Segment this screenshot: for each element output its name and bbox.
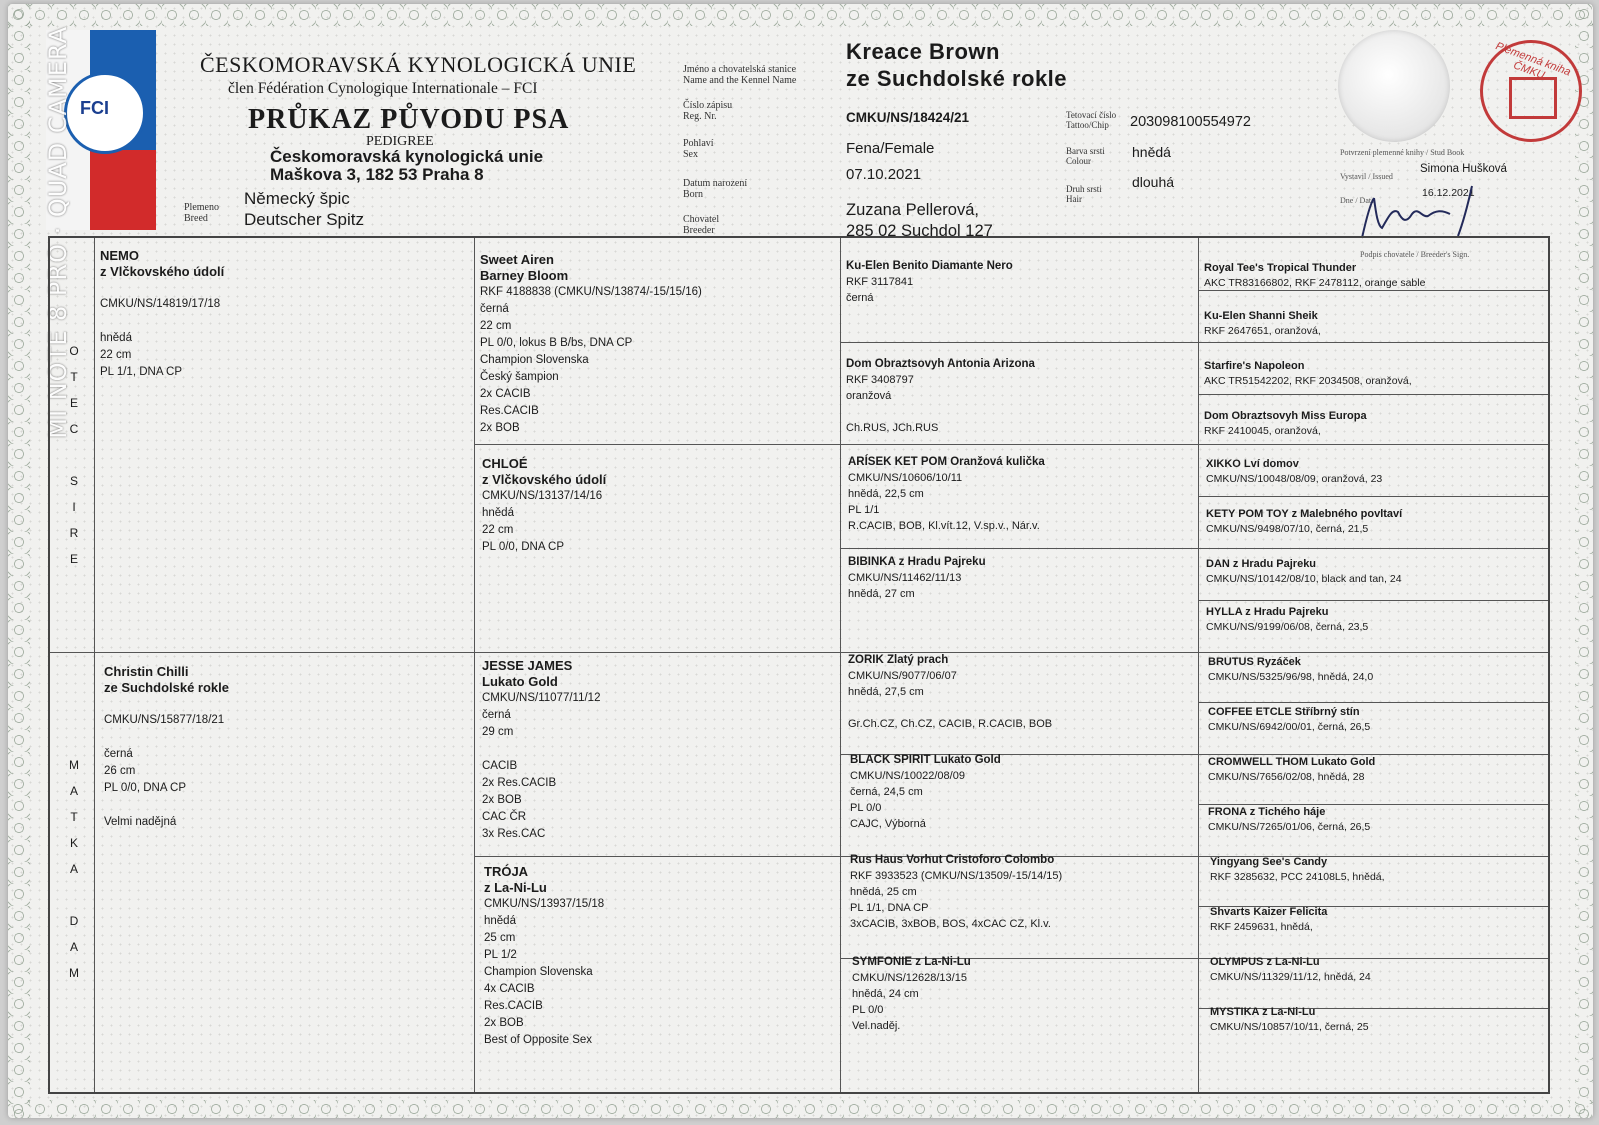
ancestor-detail: 3xCACIB, 3xBOB, BOS, 4xCAC CZ, Kl.v. <box>850 918 1051 930</box>
ancestor-detail: CMKU/NS/6942/00/01, černá, 26,5 <box>1208 721 1371 733</box>
breeder-address: 285 02 Suchdol 127 <box>846 222 993 240</box>
gen3-entry <box>850 852 1195 932</box>
breeder-name: Zuzana Pellerová, <box>846 201 979 219</box>
ancestor-detail: CMKU/NS/12628/13/15 <box>852 972 967 984</box>
ancestor-name: TRÓJA <box>484 864 529 879</box>
ancestor-kennel: ze Suchdolské rokle <box>104 680 229 695</box>
ancestor-name: BIBINKA z Hradu Pajreku <box>848 556 986 568</box>
ancestor-detail: CAJC, Výborná <box>850 818 926 830</box>
ancestor-detail: 2x BOB <box>482 794 522 806</box>
breeder-label-en: Breeder <box>683 225 715 236</box>
ancestor-name: CHLOÉ <box>482 456 528 471</box>
ancestor-detail: CMKU/NS/10606/10/11 <box>848 472 963 484</box>
ancestor-detail: černá <box>482 709 511 721</box>
breed-cz: Německý špic <box>244 189 350 208</box>
ancestor-name: Ku-Elen Shanni Sheik <box>1204 310 1318 322</box>
ancestor-detail: RKF 2647651, oranžová, <box>1204 325 1321 337</box>
dam-letter: A <box>69 862 78 876</box>
gen4-entry <box>1204 358 1544 389</box>
grid-line <box>1198 238 1199 1092</box>
issued-label: Vystavil / Issued <box>1340 172 1393 181</box>
ancestor-kennel: z Vlčkovského údolí <box>100 264 225 279</box>
camera-watermark: MI NOTE 8 PRO · QUAD CAMERA <box>44 26 72 439</box>
dam-letter: M <box>69 966 79 980</box>
ancestor-detail: Velmi nadějná <box>104 816 177 828</box>
pedigree-grid <box>48 236 1550 1094</box>
breed-label-en: Breed <box>184 213 208 224</box>
gen4-entry <box>1208 754 1548 785</box>
ancestor-name: DAN z Hradu Pajreku <box>1206 558 1317 570</box>
gen3-entry <box>848 652 1193 732</box>
grid-line <box>94 238 95 1092</box>
hair-label-cz: Druh srsti <box>1066 184 1102 194</box>
ancestor-name: JESSE JAMES <box>482 658 573 673</box>
breed-de: Deutscher Spitz <box>244 210 364 229</box>
grid-line <box>1198 600 1548 601</box>
ancestor-name: Ku-Elen Benito Diamante Nero <box>846 260 1013 272</box>
tattoo-label <box>1066 110 1116 130</box>
grid-line <box>1198 702 1548 703</box>
ancestor-detail: PL 0/0 <box>850 802 882 814</box>
breeder-label-cz: Chovatel <box>683 214 720 225</box>
ancestor-detail: Best of Opposite Sex <box>484 1034 593 1046</box>
breeder-label <box>683 214 719 236</box>
sex-label-cz: Pohlaví <box>683 138 714 149</box>
grid-line <box>840 342 1548 343</box>
dog-name-line1: Kreace Brown <box>846 39 1000 64</box>
ancestor-detail: CMKU/NS/9498/07/10, černá, 21,5 <box>1206 523 1369 535</box>
ancestor-detail: 25 cm <box>484 932 516 944</box>
ancestor-detail: CMKU/NS/10048/08/09, oranžová, 23 <box>1206 473 1383 485</box>
tattoo-label-cz: Tetovací číslo <box>1066 110 1117 120</box>
gen4-entry <box>1206 556 1546 587</box>
ancestor-name: Rus Haus Vorhut Cristoforo Colombo <box>850 854 1055 866</box>
ancestor-detail: CMKU/NS/11329/11/12, hnědá, 24 <box>1210 971 1371 983</box>
ancestor-name: XIKKO Lví domov <box>1206 458 1299 470</box>
dog-name <box>846 38 1067 92</box>
dam-letter: M <box>69 758 79 772</box>
ancestor-detail: 2x CACIB <box>480 388 531 400</box>
stud-book-confirm-label: Potvrzení plemenné knihy / Stud Book <box>1340 148 1465 157</box>
coat-type: dlouhá <box>1132 174 1175 190</box>
sire-letter: T <box>70 370 78 384</box>
registration-number: CMKU/NS/18424/21 <box>846 110 970 125</box>
decorative-border-top <box>8 4 1593 26</box>
ancestor-detail: hnědá, 24 cm <box>852 988 919 1000</box>
reg-label-cz: Číslo zápisu <box>683 100 733 111</box>
ancestor-detail: CMKU/NS/5325/96/98, hnědá, 24,0 <box>1208 671 1374 683</box>
ancestor-detail: 22 cm <box>100 349 132 361</box>
organization-name: ČESKOMORAVSKÁ KYNOLOGICKÁ UNIE <box>200 52 637 77</box>
ancestor-detail: PL 0/0, DNA CP <box>482 541 565 553</box>
grid-line <box>1198 496 1548 497</box>
fci-logo-text: FCI <box>80 98 109 118</box>
ancestor-detail: Gr.Ch.CZ, Ch.CZ, CACIB, R.CACIB, BOB <box>848 718 1053 730</box>
dam-letter: K <box>69 836 78 850</box>
ancestor-detail: 29 cm <box>482 726 514 738</box>
name-label-cz: Jméno a chovatelská stanice <box>683 64 797 75</box>
decorative-border-left <box>8 4 30 1118</box>
gen3-entry <box>846 258 1191 306</box>
colour-label-cz: Barva srsti <box>1066 146 1105 156</box>
reg-label-en: Reg. Nr. <box>683 111 717 122</box>
ancestor-name: Shvarts Kaizer Felicita <box>1210 906 1328 918</box>
dam-letter: D <box>69 914 79 928</box>
gen4-entry <box>1206 506 1546 537</box>
ancestor-detail: Vel.naděj. <box>852 1020 901 1032</box>
ancestor-detail: Champion Slovenska <box>484 966 593 978</box>
birth-date: 07.10.2021 <box>846 166 922 183</box>
ancestor-name: HYLLA z Hradu Pajreku <box>1206 606 1329 618</box>
decorative-border-bottom <box>8 1100 1593 1118</box>
publisher-name: Českomoravská kynologická unie <box>270 147 544 166</box>
born-label-cz: Datum narození <box>683 178 748 189</box>
organization-membership: člen Fédération Cynologique Internationale – FCI <box>228 80 538 97</box>
sire-letter: E <box>69 396 78 410</box>
ancestor-detail: hnědá, 25 cm <box>850 886 917 898</box>
date-label: Dne / Date <box>1340 196 1375 205</box>
ancestor-detail: CAC ČR <box>482 811 527 823</box>
sire-entry <box>100 248 460 381</box>
ancestor-detail: 26 cm <box>104 765 136 777</box>
ancestor-detail: 22 cm <box>482 524 514 536</box>
dog-kennel-name: ze Suchdolské rokle <box>846 66 1068 91</box>
gen4-entry <box>1210 854 1550 885</box>
ancestor-detail: CMKU/NS/14819/17/18 <box>100 298 221 310</box>
gen3-entry <box>848 454 1193 534</box>
gen3-entry <box>852 954 1197 1034</box>
sire-letter: E <box>69 552 78 566</box>
ancestor-detail: CMKU/NS/10142/08/10, black and tan, 24 <box>1206 573 1402 585</box>
gen4-entry <box>1208 804 1548 835</box>
gen4-entry <box>1210 954 1550 985</box>
ancestor-kennel: z La-Ni-Lu <box>484 880 547 895</box>
sex-label-en: Sex <box>683 149 698 160</box>
ancestor-name: KETY POM TOY z Malebného povltaví <box>1206 508 1403 520</box>
coat-colour: hnědá <box>1132 144 1171 160</box>
ancestor-name: MYSTIKA z La-Ni-Lu <box>1210 1006 1316 1018</box>
ancestor-detail: 22 cm <box>480 320 512 332</box>
ancestor-detail: 3x Res.CAC <box>482 828 546 840</box>
ancestor-detail: RKF 2459631, hnědá, <box>1210 921 1313 933</box>
ancestor-detail: PL 1/1, DNA CP <box>850 902 929 914</box>
ancestor-detail: hnědá, 22,5 cm <box>848 488 924 500</box>
ancestor-detail: PL 0/0, DNA CP <box>104 782 187 794</box>
ancestor-name: Christin Chilli <box>104 664 189 679</box>
grid-line <box>474 238 475 1092</box>
publisher-address: Maškova 3, 182 53 Praha 8 <box>270 165 484 184</box>
ancestor-detail: Ch.RUS, JCh.RUS <box>846 422 939 434</box>
ancestor-detail: AKC TR83166802, RKF 2478112, orange sable <box>1204 277 1426 289</box>
ancestor-detail: hnědá, 27,5 cm <box>848 686 924 698</box>
ancestor-detail: Res.CACIB <box>484 1000 543 1012</box>
breed-label-cz: Plemeno <box>184 202 219 213</box>
ancestor-detail: 2x BOB <box>484 1017 524 1029</box>
ancestor-name: ZORIK Zlatý prach <box>848 654 949 666</box>
ancestor-detail: RKF 3933523 (CMKU/NS/13509/-15/14/15) <box>850 870 1063 882</box>
signature <box>1352 180 1512 244</box>
ancestor-detail: černá <box>104 748 133 760</box>
chip-number: 203098100554972 <box>1130 114 1251 130</box>
gen4-entry <box>1210 904 1550 935</box>
ancestor-detail: RKF 4188838 (CMKU/NS/13874/-15/15/16) <box>480 286 702 298</box>
gen4-entry <box>1206 456 1546 487</box>
gen3-entry <box>850 752 1195 832</box>
ancestor-detail: Český šampion <box>480 371 559 383</box>
ancestor-name: FRONA z Tichého háje <box>1208 806 1326 818</box>
stud-book-stamp <box>1480 40 1582 142</box>
ancestor-detail: RKF 2410045, oranžová, <box>1204 425 1321 437</box>
hair-label <box>1066 184 1102 204</box>
ancestor-detail: CMKU/NS/11077/11/12 <box>482 692 601 704</box>
dam-entry <box>104 664 464 831</box>
ancestor-name: Dom Obraztsovyh Antonia Arizona <box>846 358 1035 370</box>
ancestor-detail: CMKU/NS/9077/06/07 <box>848 670 957 682</box>
ancestor-detail: černá <box>846 292 874 304</box>
sire-letter: C <box>69 422 79 436</box>
sire-letter: O <box>69 344 79 358</box>
dog-sex: Fena/Female <box>846 140 935 157</box>
ancestor-detail: CMKU/NS/10022/08/09 <box>850 770 965 782</box>
issued-by: Simona Hušková <box>1420 163 1507 175</box>
ancestor-detail: RKF 3117841 <box>846 276 914 288</box>
ancestor-detail: CMKU/NS/15877/18/21 <box>104 714 225 726</box>
ancestor-detail: CMKU/NS/10857/10/11, černá, 25 <box>1210 1021 1369 1033</box>
ancestor-detail: 4x CACIB <box>484 983 535 995</box>
ancestor-detail: RKF 3285632, PCC 24108L5, hnědá, <box>1210 871 1385 883</box>
ancestor-name: OLYMPUS z La-Ni-Lu <box>1210 956 1320 968</box>
ancestor-name: Dom Obraztsovyh Miss Europa <box>1204 410 1367 422</box>
gen4-entry <box>1204 260 1544 291</box>
ancestor-detail: PL 1/2 <box>484 949 517 961</box>
gen4-entry <box>1204 308 1544 339</box>
ancestor-detail: Res.CACIB <box>480 405 539 417</box>
sire-sire-entry <box>480 252 830 437</box>
ancestor-detail: PL 1/1 <box>848 504 880 516</box>
breeder-sign-label: Podpis chovatele / Breeder's Sign. <box>1360 250 1470 259</box>
ancestor-name: NEMO <box>100 248 139 263</box>
born-label-en: Born <box>683 189 703 200</box>
colour-label <box>1066 146 1105 166</box>
document-subtitle: PEDIGREE <box>366 134 434 149</box>
ancestor-name: Sweet Airen <box>480 252 554 267</box>
grid-line <box>840 238 841 1092</box>
dam-dam-entry <box>484 864 834 1049</box>
ancestor-detail: CMKU/NS/11462/11/13 <box>848 572 962 584</box>
hair-label-en: Hair <box>1066 194 1082 204</box>
dam-letter: A <box>69 940 78 954</box>
gen4-entry <box>1208 654 1548 685</box>
ancestor-detail: PL 0/0 <box>852 1004 884 1016</box>
publisher <box>270 148 543 184</box>
document-title: PRŮKAZ PŮVODU PSA <box>248 104 570 135</box>
ancestor-detail: RKF 3408797 <box>846 374 914 386</box>
sex-label <box>683 138 714 160</box>
ancestor-detail: PL 1/1, DNA CP <box>100 366 183 378</box>
dam-letter: A <box>69 784 78 798</box>
ancestor-detail: hnědá <box>100 332 132 344</box>
ancestor-detail: černá, 24,5 cm <box>850 786 923 798</box>
ancestor-detail: CACIB <box>482 760 518 772</box>
ancestor-detail: Champion Slovenska <box>480 354 589 366</box>
ancestor-detail: hnědá, 27 cm <box>848 588 915 600</box>
ancestor-name: COFFEE ETCLE Stříbrný stín <box>1208 706 1360 718</box>
born-label <box>683 178 747 200</box>
ancestor-detail: CMKU/NS/13137/14/16 <box>482 490 603 502</box>
gen4-entry <box>1206 604 1546 635</box>
decorative-border-right <box>1575 4 1593 1118</box>
ancestor-detail: oranžová <box>846 390 892 402</box>
reg-label <box>683 100 732 122</box>
ancestor-name: Starfire's Napoleon <box>1204 360 1305 372</box>
ancestor-name: Yingyang See's Candy <box>1210 856 1328 868</box>
ancestor-detail: CMKU/NS/7265/01/06, černá, 26,5 <box>1208 821 1371 833</box>
stamp-emblem-icon <box>1509 77 1557 119</box>
ancestor-name: CROMWELL THOM Lukato Gold <box>1208 756 1376 768</box>
sire-letter: S <box>69 474 78 488</box>
ancestor-name: ARÍSEK KET POM Oranžová kulička <box>848 456 1045 468</box>
ancestor-detail: CMKU/NS/7656/02/08, hnědá, 28 <box>1208 771 1365 783</box>
breed-label <box>184 202 219 224</box>
dam-sire-entry <box>482 658 832 843</box>
ancestor-detail: hnědá <box>482 507 514 519</box>
ancestor-detail: 2x BOB <box>480 422 520 434</box>
gen3-entry <box>846 356 1191 436</box>
ancestor-detail: černá <box>480 303 509 315</box>
sire-dam-entry <box>482 456 832 556</box>
ancestor-name: Royal Tee's Tropical Thunder <box>1204 262 1357 274</box>
stamp-text: Plemenná kniha ČMKU <box>1493 40 1573 82</box>
tattoo-label-en: Tattoo/Chip <box>1066 120 1109 130</box>
grid-line <box>50 652 1548 653</box>
gen3-entry <box>848 554 1193 602</box>
gen4-entry <box>1204 408 1544 439</box>
ancestor-name: SYMFONIE z La-Ni-Lu <box>852 956 971 968</box>
colour-label-en: Colour <box>1066 156 1092 166</box>
sire-letter: R <box>69 526 79 540</box>
name-label <box>683 64 796 86</box>
ancestor-kennel: z Vlčkovského údolí <box>482 472 607 487</box>
issue-date: 16.12.2021 <box>1422 187 1475 199</box>
grid-line <box>474 444 1548 445</box>
name-label-en: Name and the Kennel Name <box>683 75 797 86</box>
ancestor-detail: CMKU/NS/9199/06/08, černá, 23,5 <box>1206 621 1369 633</box>
ancestor-name: BRUTUS Ryzáček <box>1208 656 1301 668</box>
breed-value <box>244 188 364 230</box>
ancestor-detail: 2x Res.CACIB <box>482 777 557 789</box>
gen4-entry <box>1210 1004 1550 1035</box>
grid-line <box>1198 394 1548 395</box>
ancestor-name: BLACK SPIRIT Lukato Gold <box>850 754 1001 766</box>
ancestor-detail: AKC TR51542202, RKF 2034508, oranžová, <box>1204 375 1412 387</box>
embossed-seal <box>1338 30 1450 142</box>
grid-line <box>840 548 1548 549</box>
ancestor-detail: PL 0/0, lokus B B/bs, DNA CP <box>480 337 633 349</box>
gen4-entry <box>1208 704 1548 735</box>
ancestor-detail: CMKU/NS/13937/15/18 <box>484 898 605 910</box>
ancestor-detail: hnědá <box>484 915 516 927</box>
sire-letter: I <box>72 500 76 514</box>
ancestor-kennel: Lukato Gold <box>482 674 558 689</box>
dam-letter: T <box>70 810 78 824</box>
ancestor-detail: R.CACIB, BOB, Kl.vít.12, V.sp.v., Nár.v. <box>848 520 1040 532</box>
ancestor-kennel: Barney Bloom <box>480 268 569 283</box>
